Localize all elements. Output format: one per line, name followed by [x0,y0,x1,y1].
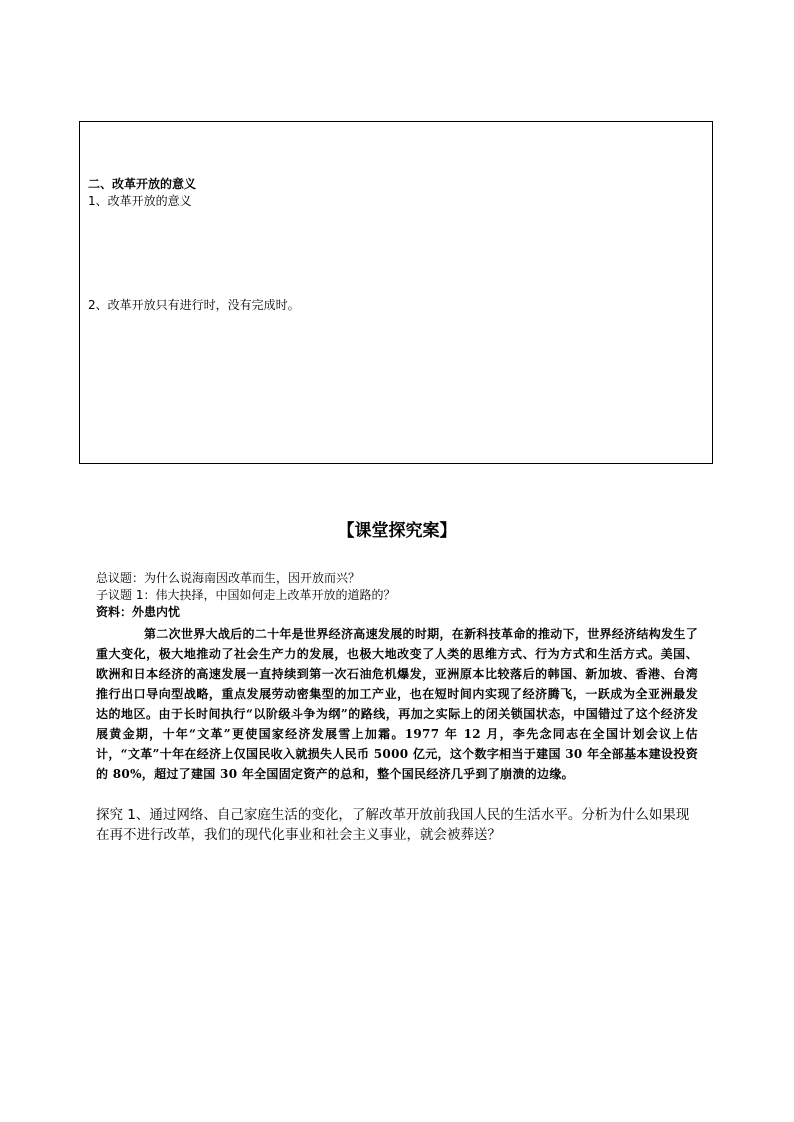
main-topic: 总议题：为什么说海南因改革而生，因开放而兴？ [96,571,361,585]
sub-topic: 子议题 1：伟大抉择，中国如何走上改革开放的道路的？ [96,588,396,602]
answer-box [79,121,713,464]
section-two-item-1: 1、改革开放的意义 [88,194,192,208]
explore-question-1: 探究 1、通过网络、自己家庭生活的变化，了解改革开放前我国人民的生活水平。分析为什么如果现在再不进行改革，我们的现代化事业和社会主义事业，就会被葬送？ [96,807,690,843]
inquiry-title: 【课堂探究案】 [337,521,457,541]
section-two-item-2: 2、改革开放只有进行时，没有完成时。 [88,298,300,312]
section-two-heading: 二、改革开放的意义 [88,177,197,191]
material-paragraph: 第二次世界大战后的二十年是世界经济高速发展的时期，在新科技革命的推动下，世界经济结构发生了重大变化，极大地推动了社会生产力的发展，也极大地改变了人类的思维方式、行为方式和生活方式。美国、欧洲和日本经济的高速发展一直持续到第一次石油危机爆发，亚洲原本比较落后的韩国、新加坡、香港、台湾推行出口导向型战略，重点发展劳动密集型的加工产业，也在短时间内实现了经济腾飞，一跃成为全亚洲最发达的地区。由于长时间执行“以阶级斗争为纲”的路线，再加之实际上的闭关锁国状态，中国错过了这个经济发展黄金期，十年“文革”更使国家经济发展雪上加霜。1977 年 12 月，李先念同志在全国计划会议上估计，“文革”十年在经济上仅国民收入就损失人民币 5000 亿元，这个数字相当于建国 30 年全部基本建设投资的 80%，超过了建国 30 年全国固定资产的总和，整个国民经济几乎到了崩溃的边缘。 [96,627,698,781]
material-label: 资料：外患内忧 [96,605,181,619]
